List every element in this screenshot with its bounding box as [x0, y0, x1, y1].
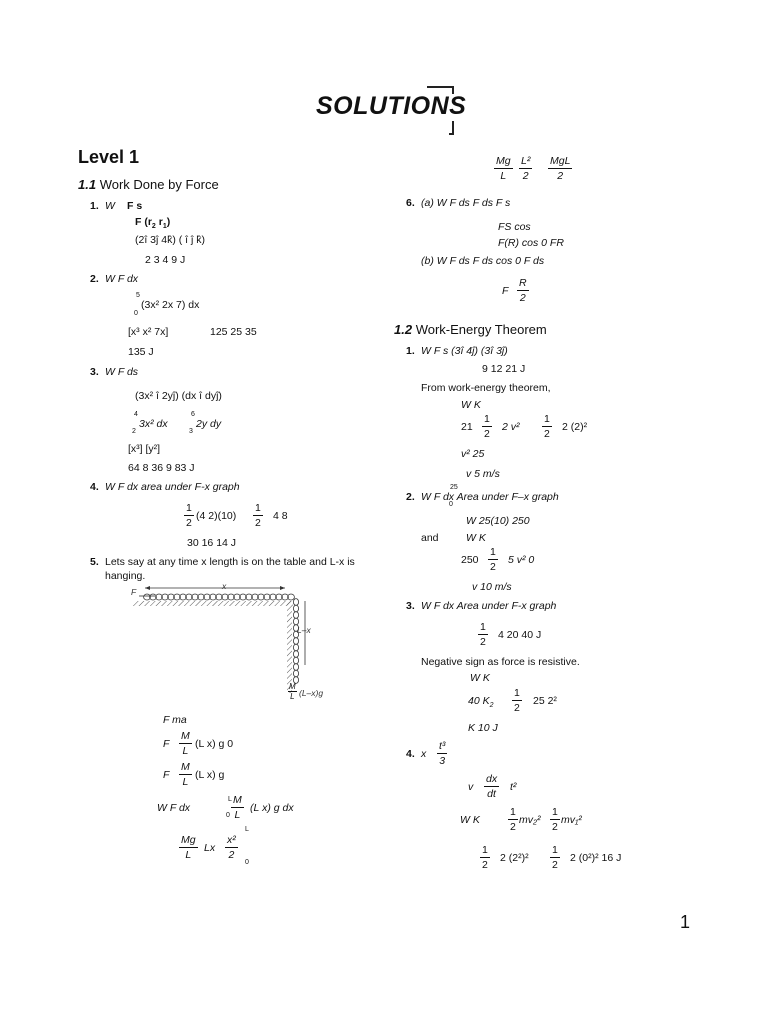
w4-line1: x: [421, 748, 427, 760]
q3-lim-top-1: 4: [134, 411, 138, 418]
chain-links: [144, 594, 299, 683]
w1-line2: 9 12 21 J: [482, 363, 526, 375]
table-edge: [287, 601, 292, 693]
q4-line2b: 4 8: [273, 510, 288, 522]
chain-link: [293, 651, 298, 658]
q2-limit-top: 5: [136, 292, 140, 299]
w2-line3b: W K: [466, 532, 486, 544]
w1-line1: W F s (3î 4ĵ) (3î 3ĵ): [421, 345, 508, 357]
w3-fraction-2: $\frac{1}{2}$: [514, 687, 520, 714]
w2-fraction: $\frac{1}{2}$: [490, 546, 496, 573]
q5-eq5-lim-top: L: [245, 826, 249, 833]
w4-line3b: mv₂²: [519, 814, 541, 826]
w2-limit-top: 25: [450, 484, 458, 491]
q5-eq3b: (L x) g: [195, 769, 225, 781]
q2-limit-bottom: 0: [134, 310, 138, 317]
q6-fraction: $\frac{R}{2}$: [519, 277, 527, 304]
w1-number: 1.: [406, 345, 415, 357]
q5-eq3a: F: [163, 769, 170, 781]
chain-link: [293, 599, 298, 606]
q4-line3: 30 16 14 J: [187, 537, 237, 549]
w3-number: 3.: [406, 600, 415, 612]
w1-line6: v² 25: [461, 448, 485, 460]
q3-lim-bot-2: 3: [189, 428, 193, 435]
title-bracket-bottom: [449, 121, 454, 135]
w4-line4b: 2 (0²)² 16 J: [570, 852, 622, 864]
q6-number: 6.: [406, 197, 415, 209]
w2-limit-bottom: 0: [449, 501, 453, 508]
q4-number: 4.: [90, 481, 99, 493]
q3-line4: [x³] [y²]: [128, 443, 161, 455]
chain-link: [293, 657, 298, 664]
q6-a1: (a) W F ds F ds F s: [421, 197, 511, 209]
q3-line5: 64 8 36 9 83 J: [128, 462, 195, 474]
fig-label-x: x: [222, 581, 227, 591]
w1-line7: v 5 m/s: [466, 468, 500, 480]
w2-line4b: 5 v² 0: [508, 554, 535, 566]
q1-line1a: W: [105, 200, 115, 212]
q3-line2: (3x² î 2yĵ) (dx î dyĵ): [135, 390, 222, 402]
w3-line2: 4 20 40 J: [498, 629, 542, 641]
section-title: Work-Energy Theorem: [415, 322, 547, 337]
q2-line2: (3x² 2x 7) dx: [141, 299, 200, 311]
fig-label-Lx: L–x: [297, 625, 311, 635]
w4-line2a: v: [468, 781, 474, 793]
q5-line2: hanging.: [105, 570, 146, 582]
fig-label-g: (L–x)g: [299, 688, 324, 698]
q4-fraction-2: $\frac{1}{2}$: [255, 502, 261, 529]
q2-line4: 135 J: [128, 346, 154, 358]
q1-number: 1.: [90, 200, 99, 212]
q5-line1: Lets say at any time x length is on the table and L-x is: [105, 556, 355, 568]
section-1-1-heading: [78, 177, 219, 192]
w3-line6: K 10 J: [468, 722, 498, 734]
q3-line3a: 3x² dx: [139, 418, 168, 430]
w4-fraction-dxdt: $\frac{dx}{dt}$: [486, 773, 498, 800]
q2-line3-tail: 125 25 35: [210, 326, 257, 338]
page-number: 1: [680, 912, 691, 932]
section-number: 1.2: [394, 322, 413, 337]
q4-line1: W F dx area under F-x graph: [105, 481, 240, 493]
q2-line1: W F dx: [105, 273, 139, 285]
q1-line2: F ($r_2$ $r_1$): [135, 216, 171, 231]
q5-eq5a: Lx: [204, 842, 216, 854]
q6-a2: FS cos: [498, 221, 531, 233]
w2-number: 2.: [406, 491, 415, 503]
w3-line5a: 40 $K_2$: [468, 695, 494, 710]
q4-fraction-1: $\frac{1}{2}$: [186, 502, 192, 529]
q5-eq2a: F: [163, 738, 170, 750]
chain-link: [293, 670, 298, 677]
x-arrow-right: [280, 586, 285, 590]
section-1-2-heading: [394, 322, 547, 337]
w4-line3c: mv₁²: [561, 814, 582, 826]
q5-eq4-lim-top: L: [228, 796, 232, 803]
q2-line3: [x³ x² 7x]: [128, 326, 169, 338]
page-title: SOLUTIONS: [316, 92, 467, 120]
w4-fraction-3: $\frac{1}{2}$: [482, 844, 488, 871]
q6-a3: F(R) cos 0 FR: [498, 237, 564, 249]
w2-line5: v 10 m/s: [472, 581, 512, 593]
q5-eq3-fraction: $\frac{M}{L}$: [181, 761, 190, 788]
chain-link: [293, 644, 298, 651]
q3-line1: W F ds: [105, 366, 139, 378]
q3-number: 3.: [90, 366, 99, 378]
w3-fraction-1: $\frac{1}{2}$: [480, 621, 486, 648]
chain-link: [293, 638, 298, 645]
w4-fraction-1: $\frac{1}{2}$: [510, 806, 516, 833]
q1-line1b: F s: [127, 200, 143, 212]
chain-link: [293, 664, 298, 671]
w3-line5b: 25 2²: [533, 695, 557, 707]
w3-line1: W F dx Area under F-x graph: [421, 600, 557, 612]
q1-line3: (2î 3ĵ 4k̂) ( î ĵ k̂): [135, 234, 206, 246]
w3-line4: W K: [470, 672, 490, 684]
w1-fraction-2: $\frac{1}{2}$: [544, 413, 550, 440]
q3-lim-top-2: 6: [191, 411, 195, 418]
w2-line2: W 25(10) 250: [466, 515, 530, 527]
w1-line5b: 2 v²: [502, 421, 520, 433]
w1-line5a: 21: [461, 421, 473, 433]
level-heading: Level 1: [78, 147, 140, 167]
q5-eq2-fraction: $\frac{M}{L}$: [181, 730, 190, 757]
q5-eq2b: (L x) g 0: [195, 738, 234, 750]
w4-number: 4.: [406, 748, 415, 760]
section-title: Work Done by Force: [99, 177, 219, 192]
r-top-fraction-3: MgL 2: [550, 155, 571, 182]
w4-line2b: t²: [510, 781, 517, 793]
w1-line3: From work-energy theorem,: [421, 382, 551, 394]
w2-line4a: 250: [461, 554, 479, 566]
chain-link: [293, 618, 298, 625]
w3-line3: Negative sign as force is resistive.: [421, 656, 580, 668]
fig-label-F: F: [131, 587, 137, 597]
chain-link: [293, 612, 298, 619]
w1-line4: W K: [461, 399, 481, 411]
q5-eq5-fraction-2: $\frac{\text{x²}}{2}$: [227, 834, 236, 861]
table-surface: [133, 601, 293, 606]
w4-line4: 2 (2²)²: [500, 852, 529, 864]
w4-fraction-t3: $\frac{\text{t³}}{3}$: [439, 740, 446, 767]
q5-eq4-fraction: $\frac{M}{L}$: [233, 794, 242, 821]
q5-eq4b: (L x) g dx: [250, 802, 294, 814]
x-arrow-left: [145, 586, 150, 590]
q2-number: 2.: [90, 273, 99, 285]
q6-b1: (b) W F ds F ds cos 0 F ds: [421, 255, 545, 267]
w4-line3a: W K: [460, 814, 480, 826]
w2-line1: W F dx Area under F–x graph: [421, 491, 559, 503]
w4-fraction-2: $\frac{1}{2}$: [552, 806, 558, 833]
q3-lim-bot-1: 2: [132, 428, 136, 435]
q5-eq4-lim-bot: 0: [226, 812, 230, 819]
r-top-fraction-1: $\frac{Mg}{L}$: [496, 155, 511, 182]
q5-eq1: F ma: [163, 714, 187, 726]
q1-line4: 2 3 4 9 J: [145, 254, 186, 266]
fig-mass-fraction: $\frac{M}{L}$: [289, 682, 296, 701]
q5-eq4a: W F dx: [157, 802, 191, 814]
w1-line5c: 2 (2)²: [562, 421, 588, 433]
w2-line3a: and: [421, 532, 439, 544]
chain-on-table-figure: [125, 580, 335, 705]
q5-eq5-fraction: $\frac{Mg}{L}$: [181, 834, 196, 861]
r-top-fraction-2: $\frac{\text{L²}}{2}$: [521, 155, 531, 182]
q6-b2: F: [502, 285, 509, 297]
w4-fraction-4: $\frac{1}{2}$: [552, 844, 558, 871]
q5-eq5-lim-bot: 0: [245, 859, 249, 866]
section-number: 1.1: [78, 177, 97, 192]
q4-line2a: (4 2)(10): [196, 510, 237, 522]
q3-line3b: 2y dy: [196, 418, 222, 430]
q5-number: 5.: [90, 556, 99, 568]
w1-fraction-1: $\frac{1}{2}$: [484, 413, 490, 440]
chain-link: [293, 605, 298, 612]
